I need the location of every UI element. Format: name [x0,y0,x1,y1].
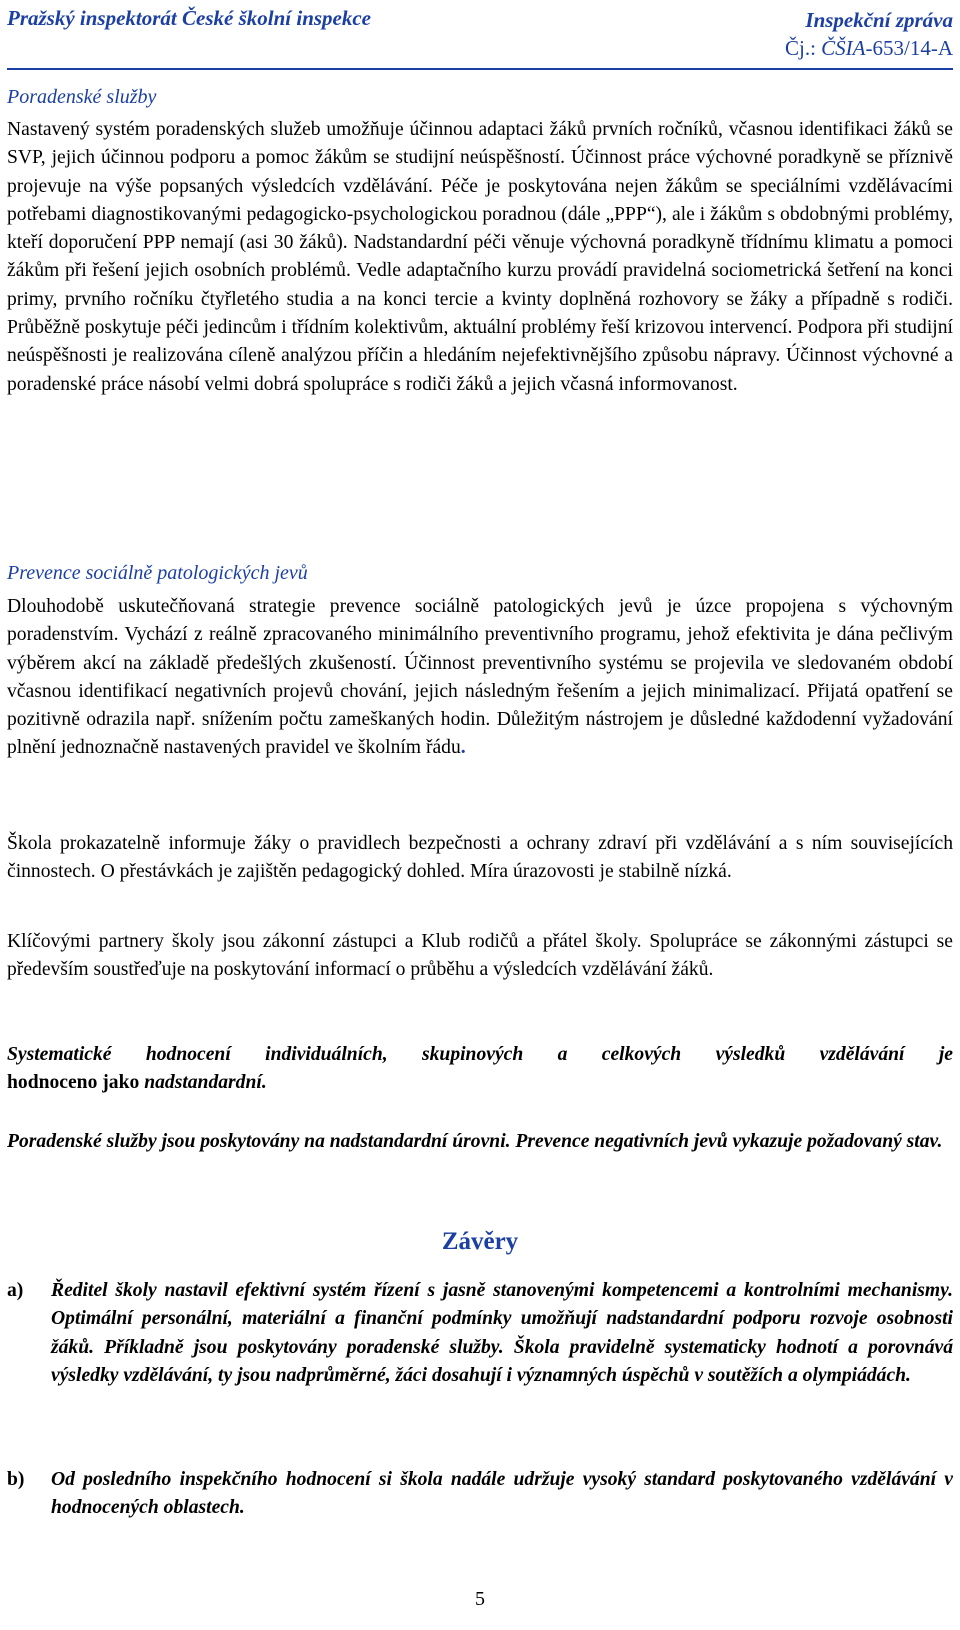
conclusion-marker-a: a) [7,1280,24,1301]
header-ref-code: ČŠIA [821,36,866,60]
document-page [7,0,953,1630]
counseling-prevention-summary: Poradenské služby jsou poskytovány na nadstandardní úrovni. Prevence negativních jevů vykazuje požadovaný stav. [7,1131,943,1152]
safety-paragraph: Škola prokazatelně informuje žáky o pravidlech bezpečnosti a ochrany zdraví při vzdělávání a s ním souvisejících činnostech. O přestávkách je zajištěn pedagogický dohled. Míra úrazovosti je stabilně nízká. [7,833,953,883]
partners-paragraph: Klíčovými partnery školy jsou zákonní zástupci a Klub rodičů a přátel školy. Spolupráce se zákonnými zástupci se především soustřeďuje na poskytování informací o průběhu a výsledcích vzdělávání žáků. [7,931,953,981]
prevention-paragraph-text: Dlouhodobě uskutečňovaná strategie prevence sociálně patologických jevů je úzce propojena s výchovným poradenstvím. Vychází z reálně zpracovaného minimálního preventivního programu, jehož efektivita je dána pečlivým výběrem akcí na základě předešlých zkušeností. Účinnost preventivního systému se projevila ve sledovaném období včasnou identifikací negativních projevů chování, jejich následným řešením a jejich minimalizací. Přijatá opatření se pozitivně odrazila např. snížením počtu zameškaných hodin. Důležitým nástrojem je důsledné každodenní vyžadování plnění jednoznačně nastavených pravidel ve školním řádu [7,596,953,759]
page-number: 5 [475,1588,485,1610]
header-divider [7,68,953,70]
conclusion-item-b [7,1466,953,1526]
summary-rating: nadstandardní. [144,1072,267,1094]
prevention-paragraph [7,593,953,763]
section-heading-prevention: Prevence sociálně patologických jevů [7,562,308,584]
conclusion-item-a [7,1277,953,1477]
summary-line-1: Systematické hodnocení individuálních, skupinových a celkových výsledků vzdělávání je [7,1044,953,1065]
results-evaluation-summary [7,1041,953,1098]
header-reference [785,34,953,62]
header-ref-prefix: Čj.: [784,36,822,60]
page-header [7,6,953,64]
conclusion-text-a: Ředitel školy nastavil efektivní systém řízení s jasně stanovenými kompetencemi a kontrolními mechanismy. Optimální personální, materiální a finanční podmínky umožňují nadstandardní podporu rozvoje osobnosti žáků. Příkladně jsou poskytovány poradenské služby. Škola pravidelně systematicky hodnotí a porovnává výsledky vzdělávání, ty jsou nadprůměrné, žáci dosahují i významných úspěchů v soutěžích a olympiádách. [51,1280,953,1386]
header-ref-number: -653/14-A [865,36,953,60]
conclusion-marker-b: b) [7,1469,25,1490]
summary-line-2 [7,1069,953,1097]
prevention-paragraph-end: . [460,737,466,759]
summary-rated-as: hodnoceno jako [7,1072,140,1094]
header-inspectorate: Pražský inspektorát České školní inspekce [7,6,372,30]
header-report-title: Inspekční zpráva [805,8,953,32]
header-right [785,6,953,62]
counseling-paragraph: Nastavený systém poradenských služeb umožňuje účinnou adaptaci žáků prvních ročníků, včasnou identifikaci žáků se SVP, jejich účinnou podporu a pomoc žákům se studijní neúspěšností. Účinnost práce výchovné poradkyně se příznivě projevuje na výše popsaných výsledcích vzdělávání. Péče je poskytována nejen žákům se speciálními vzdělávacími potřebami diagnostikovanými pedagogicko-psychologickou poradnou (dále „PPP“), ale i žákům s obdobnými problémy, kteří doporučení PPP nemají (asi 30 žáků). Nadstandardní péči věnuje výchovná poradkyně třídnímu klimatu a pomoci žákům při řešení jejich osobních problémů. Vedle adaptačního kurzu provádí pravidelná sociometrická šetření na konci primy, prvního ročníku čtyřletého studia a na konci tercie a kvinty doplněná rozhovory se žáky a případně s rodiči. Průběžně poskytuje péči jedincům i třídním kolektivům, aktuální problémy řeší krizovou intervencí. Podpora při studijní neúspěšnosti je realizována cíleně analýzou příčin a hledáním nejefektivnějšího způsobu nápravy. Účinnost výchovné a poradenské práce násobí velmi dobrá spolupráce s rodiči žáků a jejich včasná informovanost. [7,119,953,395]
section-heading-counseling: Poradenské služby [7,86,157,108]
conclusion-text-b: Od posledního inspekčního hodnocení si škola nadále udržuje vysoký standard poskytovaného vzdělávání v hodnocených oblastech. [51,1469,953,1519]
conclusions-title: Závěry [441,1228,519,1255]
